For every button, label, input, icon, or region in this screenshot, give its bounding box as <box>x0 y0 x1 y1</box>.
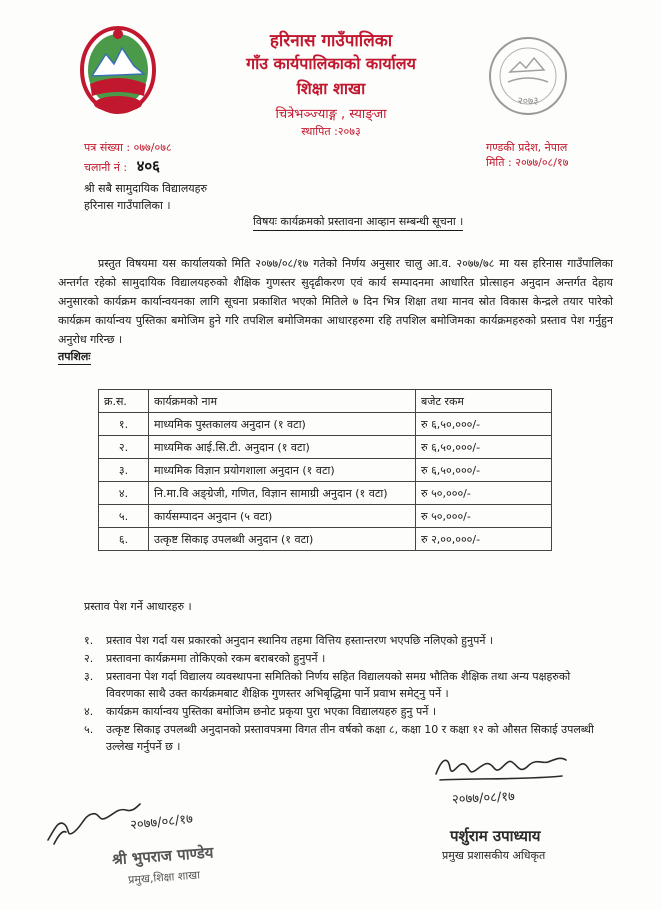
list-item <box>84 721 604 755</box>
row-serial: २. <box>99 436 149 459</box>
table-row <box>99 413 552 436</box>
body-paragraph: प्रस्तुत विषयमा यस कार्यालयको मिति २०७७/०८/१७ गतेको निर्णय अनुसार चालु आ.व. २०७७/७८ मा यस हरिनास गाउँपालिका अन्तर्गत रहेको सामुदायिक विद्यालयहरुको शैक्षिक गुणस्तर सुदृढीकरण एवं कार्य सम्पादनमा आधारित प्रोत्साहन अनुदान अन्तर्गत देहाय अनुसारको कार्यक्रम कार्यान्वयनका लागि सूचना प्रकाशित भएको मितिले ७ दिन भित्र शिक्षा तथा मानव स्रोत विकास केन्द्रले तयार पारेको कार्यक्रम कार्यान्वय पुस्तिका बमोजिम हुने गरि तपशिल बमोजिमका आधारहरुमा रहि तपशिल बमोजिमका कार्यक्रमहरुको प्रस्ताव पेश गर्नुहुन अनुरोध गरिन्छ । <box>58 257 613 346</box>
left-signature <box>44 800 144 846</box>
left-signatory-title: प्रमुख,शिक्षा शाखा <box>127 868 201 887</box>
header-program-name: कार्यक्रमको नाम <box>149 390 416 413</box>
table-row <box>99 505 552 528</box>
province-name: गण्डकी प्रदेश, नेपाल <box>486 141 568 154</box>
right-signature-date: २०७७/०८/१७ <box>451 789 516 808</box>
office-seal-stamp <box>486 34 570 118</box>
list-number: ३. <box>84 670 94 683</box>
established-year: स्थापित :२०७३ <box>301 125 361 138</box>
right-signatory-name: पर्शुराम उपाध्याय <box>450 827 541 845</box>
nepal-emblem-icon <box>78 24 158 116</box>
row-serial: ५. <box>99 505 149 528</box>
row-serial: ४. <box>99 482 149 505</box>
list-number: २. <box>84 652 94 665</box>
row-budget: रु ६,५०,०००/- <box>416 413 552 436</box>
section-name: शिक्षा शाखा <box>296 79 366 98</box>
list-text: प्रस्तावना पेश गर्दा विद्यालय व्यवस्थापना समितिको निर्णय सहित विद्यालयको समग्र भौतिक शैक्षिक तथा अन्य पक्षहरुको विवरणका साथै उक्त कार्यक्रमबाट शैक्षिक गुणस्तर अभिबृद्धिमा पार्ने प्रवाभ समेट्नु पर्ने । <box>106 670 571 700</box>
right-signature <box>432 752 572 784</box>
row-serial: १. <box>99 413 149 436</box>
header-serial: क्र.स. <box>99 390 149 413</box>
row-program: उत्कृष्ट सिकाइ उपलब्धी अनुदान (१ वटा) <box>149 528 416 551</box>
list-item <box>84 668 604 702</box>
recipient-line-1: श्री सबै सामुदायिक विद्यालयहरु <box>84 182 208 195</box>
row-program: माध्यमिक विज्ञान प्रयोगशाला अनुदान (१ वटा) <box>149 459 416 482</box>
left-signatory-name: श्री भुपराज पाण्डेय <box>111 843 214 869</box>
row-budget: रु २,००,०००/- <box>416 528 552 551</box>
office-name: गाँउ कार्यपालिकाको कार्यालय <box>246 54 416 73</box>
row-program: माध्यमिक आई.सि.टी. अनुदान (१ वटा) <box>149 436 416 459</box>
row-budget: रु ६,५०,०००/- <box>416 436 552 459</box>
right-signatory-title: प्रमुख प्रशासकीय अधिकृत <box>442 849 546 862</box>
recipient-line-2: हरिनास गाउँपालिका । <box>84 199 171 212</box>
list-text: प्रस्ताव पेश गर्दा यस प्रकारको अनुदान स्थानिय तहमा वित्तिय हस्तान्तरण भएपछि नलिएको हुनुपर्ने । <box>106 634 494 647</box>
list-item <box>84 703 604 720</box>
header-budget: बजेट रकम <box>416 390 552 413</box>
dispatch-number-row <box>84 156 160 176</box>
list-item <box>84 632 604 649</box>
row-program: कार्यसम्पादन अनुदान (५ वटा) <box>149 505 416 528</box>
list-text: उत्कृष्ट सिकाइ उपलब्धी अनुदानको प्रस्तावपत्रमा विगत तीन वर्षको कक्षा ८, कक्षा 10 र कक्षा १२ को औसत सिकाई उपलब्धी उल्लेख गर्नुपर्ने छ । <box>106 723 594 753</box>
table-row <box>99 436 552 459</box>
list-text: कार्यक्रम कार्यान्वय पुस्तिका बमोजिम छनोट प्रकृया पुरा भएका विद्यालयहरु हुनु पर्ने । <box>106 705 437 718</box>
table-row <box>99 459 552 482</box>
program-table <box>98 389 552 551</box>
dispatch-number: ४०६ <box>136 157 160 175</box>
row-serial: ३. <box>99 459 149 482</box>
letter-number: पत्र संख्या : ०७७/०७८ <box>84 141 172 154</box>
list-number: ४. <box>84 705 94 718</box>
row-program: माध्यमिक पुस्तकालय अनुदान (१ वटा) <box>149 413 416 436</box>
row-program: नि.मा.वि अङ्ग्रेजी, गणित, विज्ञान सामाग्री अनुदान (१ वटा) <box>149 482 416 505</box>
basis-list <box>84 632 604 756</box>
row-budget: रु ५०,०००/- <box>416 482 552 505</box>
list-number: ५. <box>84 723 94 736</box>
dispatch-number-label: चलानी नं : <box>84 161 128 174</box>
row-budget: रु ५०,०००/- <box>416 505 552 528</box>
table-row <box>99 482 552 505</box>
letter-subject: विषयः कार्यक्रमको प्रस्तावना आव्हान सम्बन्धी सूचना । <box>253 214 463 231</box>
office-address: चित्रेभञ्ज्याङ्ग , स्याङ्जा <box>275 107 387 122</box>
table-header-row <box>99 390 552 413</box>
row-budget: रु ६,५०,०००/- <box>416 459 552 482</box>
basis-title: प्रस्ताव पेश गर्ने आधारहरु । <box>84 600 192 613</box>
municipality-name: हरिनास गाउँपालिका <box>269 31 393 51</box>
row-serial: ६. <box>99 528 149 551</box>
table-row <box>99 528 552 551</box>
left-signature-date: २०७७/०८/१७ <box>129 811 194 834</box>
list-text: प्रस्तावना कार्यक्रममा तोकिएको रकम बराबरको हुनुपर्ने । <box>106 652 326 665</box>
details-label: तपशिलः <box>58 350 91 363</box>
letter-date: मिति : २०७७/०८/१७ <box>486 156 569 169</box>
list-number: १. <box>84 634 94 647</box>
list-item <box>84 650 604 667</box>
stamp-year: २०७३ <box>517 96 539 107</box>
